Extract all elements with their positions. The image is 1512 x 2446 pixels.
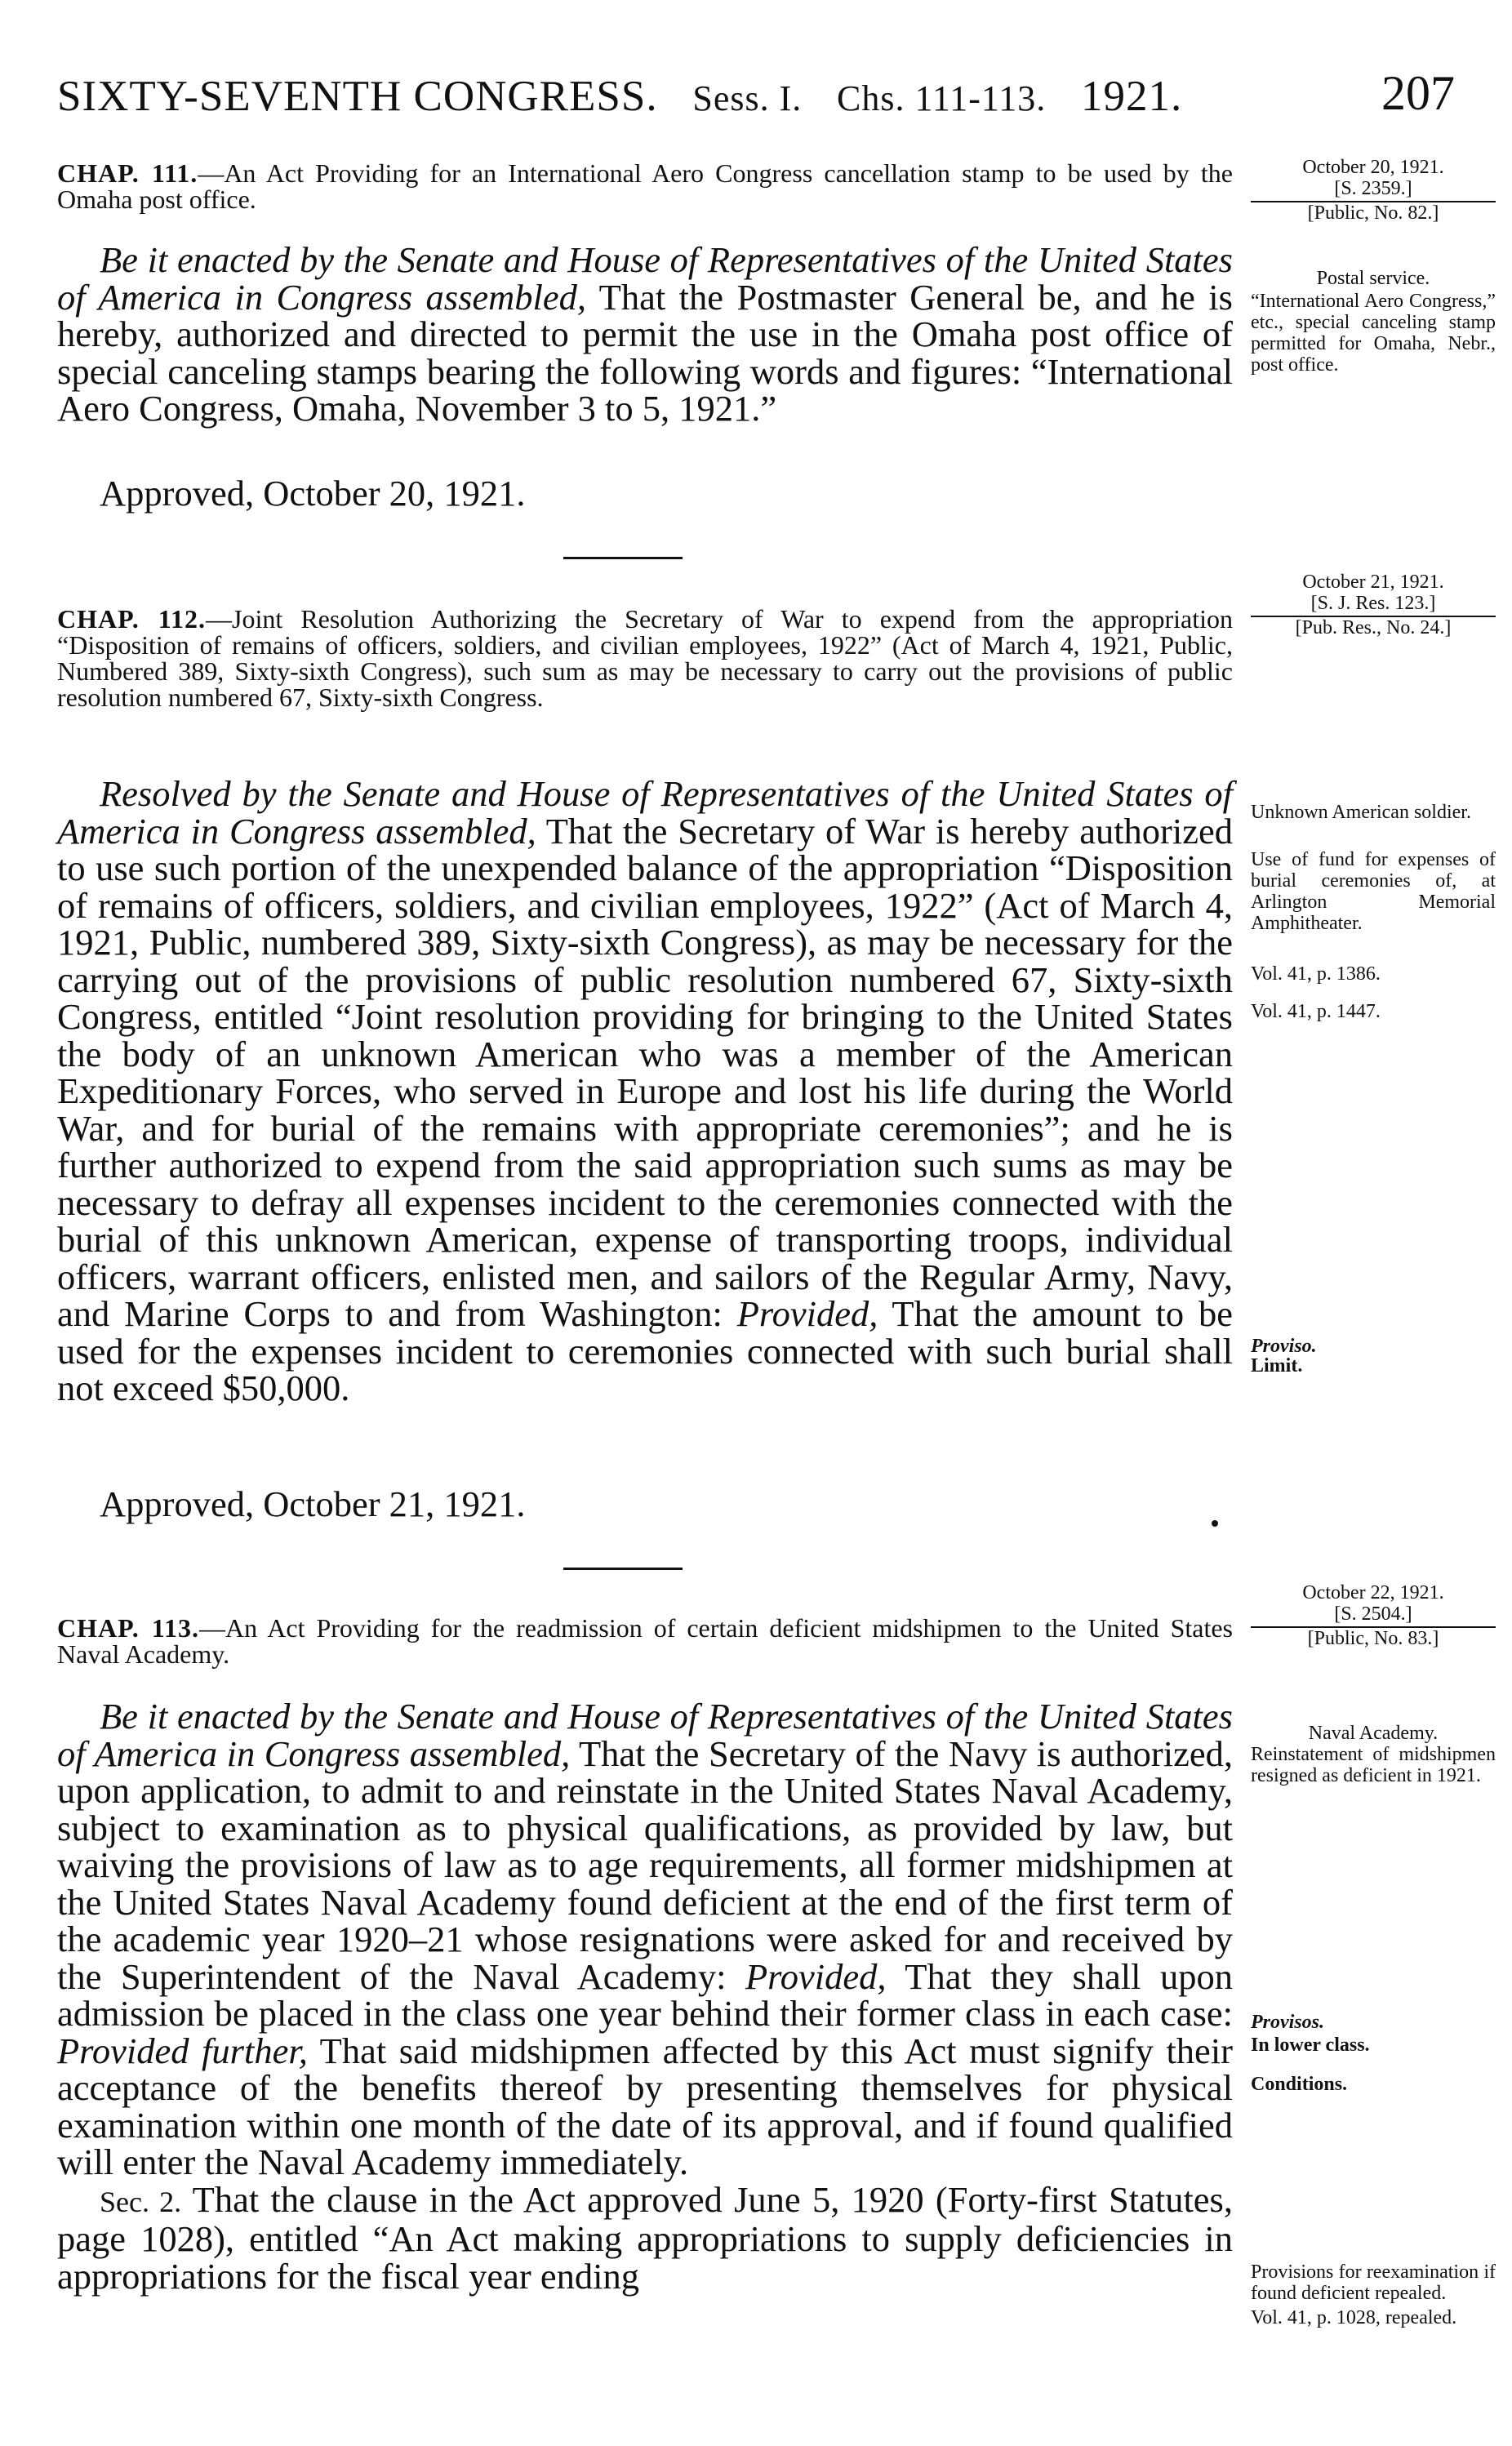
chap113-text-3: That said midshipmen affected by this Act must signify their acceptance of the benefits thereof by presenting themselves for physical examination within one month of the date of its approval, and if found qualified will enter the Naval Academy immediately. (57, 2030, 1233, 2182)
chap113-margin-lower-class: In lower class. (1251, 2035, 1370, 2056)
chap112-title-block (57, 606, 1233, 710)
chap113-margin-note-3: Provisions for reexamination if found deficient repealed. (1251, 2261, 1496, 2304)
chap111-heading: CHAP. 111. (57, 158, 198, 188)
chap113-margin-bill: [S. 2504.] (1251, 1603, 1496, 1628)
chap113-sec2-label: Sec. 2. (100, 2185, 182, 2218)
chap111-body (57, 239, 1233, 429)
chap113-margin-ref: Vol. 41, p. 1028, repealed. (1251, 2307, 1457, 2328)
chap113-margin-note-2: Reinstatement of midshipmen resigned as deficient in 1921. (1251, 1744, 1496, 1786)
chap113-title: —An Act Providing for the readmission of certain deficient midshipmen to the United States Naval Academy. (57, 1613, 1234, 1669)
chap113-heading: CHAP. 113. (57, 1613, 199, 1643)
chap111-title: —An Act Providing for an International Aero Congress cancellation stamp to be used by the Omaha post office. (57, 158, 1234, 214)
chap113-margin-provisos: Provisos. (1251, 2012, 1324, 2033)
stray-dot (1212, 1520, 1218, 1527)
chap113-margin-conditions: Conditions. (1251, 2074, 1348, 2095)
chap111-margin-header (1251, 157, 1496, 224)
chap112-margin-ref-1: Vol. 41, p. 1386. (1251, 963, 1381, 985)
chap113-margin-date: October 22, 1921. (1302, 1582, 1444, 1603)
chap112-heading: CHAP. 112. (57, 604, 207, 634)
chap111-margin-bill: [S. 2359.] (1251, 178, 1496, 202)
chap111-margin-public: [Public, No. 82.] (1307, 202, 1439, 224)
chap111-margin-note-1: Postal service. (1316, 268, 1430, 289)
chap111-title-block (57, 160, 1233, 212)
chap111-text: That the Postmaster General be, and he is hereby, authorized and directed to permit the use in the Omaha post office of special canceling stamps bearing the following words and figures: “International Aero Congress, Omaha, November 3 to 5, 1921.” (57, 276, 1233, 429)
chap112-margin-header (1251, 571, 1496, 638)
running-head-session: Sess. I. (692, 78, 803, 118)
chap112-body (57, 773, 1233, 1408)
chap111-margin-date: October 20, 1921. (1302, 157, 1444, 178)
chap112-margin-ref-2: Vol. 41, p. 1447. (1251, 1001, 1381, 1022)
chap112-margin-bill: [S. J. Res. 123.] (1251, 593, 1496, 617)
chap112-margin-limit: Limit. (1251, 1355, 1303, 1376)
chap112-resolving-clause: Resolved by the Senate and House of Representatives of the United States of America in Congress assembled, (57, 773, 1233, 852)
chap112-text-2: That the amount to be used for the expenses incident to ceremonies connected with such burial shall not exceed $50,000. (57, 1293, 1233, 1408)
chap112-text-1: That the Secretary of War is hereby authorized to use such portion of the unexpended balance of the appropriation “Disposition of remains of officers, soldiers, and civilian employees, 1922” (Act of March 4, 1921, Public, numbered 389, Sixty-sixth Congress), as may be necessary for the carrying out of the provisions of public resolution numbered 67, Sixty-sixth Congress, entitled “Joint resolution providing for bringing to the United States the body of an unknown American who was a member of the American Expeditionary Forces, who served in Europe and lost his life during the World War, and for burial of the remains with appropriate ceremonies”; and he is further authorized to expend from the said appropriation such sums as may be necessary to defray all expenses incident to the ceremonies connected with the burial of this unknown American, expense of transporting troops, individual officers, warrant officers, enlisted men, and sailors of the Regular Army, Navy, and Marine Corps to and from Washington: (57, 810, 1233, 1334)
chap113-enacting-clause: Be it enacted by the Senate and House of Representatives of the United States of America in Congress assembled, (57, 1696, 1233, 1774)
chap112-title: —Joint Resolution Authorizing the Secretary of War to expend from the appropriation “Disposition of remains of officers, soldiers, and civilian employees, 1922” (Act of March 4, 1921, Public, Numbered 389, Sixty-sixth Congress), such sum as may be necessary to carry out the provisions of public resolution numbered 67, Sixty-sixth Congress. (57, 604, 1234, 712)
chap113-margin-public: [Public, No. 83.] (1307, 1628, 1439, 1649)
chap112-margin-note-1: Unknown American soldier. (1251, 802, 1471, 823)
page-number: 207 (1381, 66, 1455, 120)
chap111-enacting-clause: Be it enacted by the Senate and House of Representatives of the United States of America in Congress assembled, (57, 239, 1233, 318)
chap113-provided: Provided, (745, 1955, 887, 1997)
section-rule-2 (563, 1568, 683, 1570)
running-head-chapters: Chs. 111-113. (837, 78, 1047, 118)
chap112-provided: Provided, (736, 1293, 878, 1334)
chap111-margin-note-2: “International Aero Congress,” etc., special canceling stamp permitted for Omaha, Nebr., post office. (1251, 291, 1496, 376)
chap113-title-block (57, 1615, 1233, 1667)
chap113-margin-header (1251, 1582, 1496, 1649)
chap112-margin-date: October 21, 1921. (1302, 571, 1444, 593)
chap113-sec2-text: That the clause in the Act approved June 5, 1920 (Forty-first Statutes, page 1028), entitled “An Act making appropriations to supply deficiencies in appropriations for the fiscal year ending (57, 2178, 1233, 2297)
chap112-margin-proviso: Proviso. (1251, 1336, 1317, 1357)
chap113-body (57, 1698, 1233, 2295)
chap113-margin-note-1: Naval Academy. (1308, 1723, 1439, 1744)
chap113-text-2: That they shall upon admission be placed in the class one year behind their former class in each case: (57, 1955, 1234, 2034)
chap112-approved: Approved, October 21, 1921. (100, 1483, 526, 1524)
running-head (57, 72, 1182, 121)
chap113-text-1: That the Secretary of the Navy is authorized, upon application, to admit to and reinstate in the United States Naval Academy, subject to examination as to physical qualifications, as provided by law, but waiving the provisions of law as to age requirements, all former midshipmen at the United States Naval Academy found deficient at the end of the first term of the academic year 1920–21 whose resignations were asked for and received by the Superintendent of the Naval Academy: (57, 1732, 1233, 1997)
chap112-margin-note-2: Use of fund for expenses of burial ceremonies of, at Arlington Memorial Amphitheater. (1251, 849, 1496, 934)
chap112-margin-public: [Pub. Res., No. 24.] (1295, 617, 1452, 638)
chap111-approved: Approved, October 20, 1921. (100, 473, 526, 514)
running-head-year: 1921. (1081, 73, 1183, 120)
section-rule-1 (563, 557, 683, 559)
running-head-congress: SIXTY-SEVENTH CONGRESS. (57, 73, 658, 120)
chap113-provided-further: Provided further, (57, 2030, 308, 2071)
